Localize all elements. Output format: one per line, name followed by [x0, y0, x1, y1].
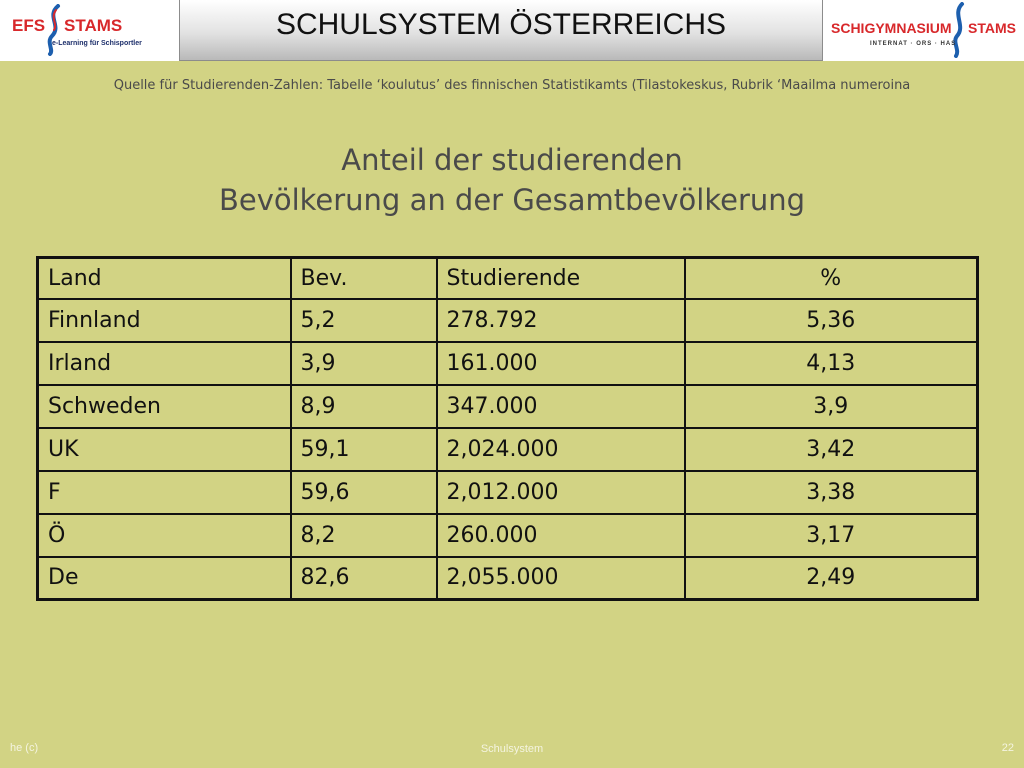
- cell-land: UK: [38, 428, 291, 471]
- table-row: [38, 428, 978, 471]
- cell-percent: 3,17: [685, 514, 978, 557]
- source-note: Quelle für Studierenden-Zahlen: Tabelle ‘koulutus’ des finnischen Statistikamts (Tilastokeskus, Rubrik ‘Maailma numeroina: [113, 78, 911, 93]
- footer-page-number: 22: [1001, 742, 1014, 754]
- cell-bev: 8,9: [291, 385, 437, 428]
- cell-studierende: 260.000: [437, 514, 685, 557]
- cell-studierende: 278.792: [437, 299, 685, 342]
- efs-stams-logo: [0, 0, 180, 61]
- cell-percent: 3,38: [685, 471, 978, 514]
- cell-bev: 59,6: [291, 471, 437, 514]
- cell-land: Irland: [38, 342, 291, 385]
- footer-author: he (c): [10, 742, 39, 754]
- header-land: Land: [38, 258, 291, 299]
- student-share-table: [36, 256, 979, 601]
- header-title: SCHULSYSTEM ÖSTERREICHS: [275, 8, 727, 41]
- table-row: [38, 342, 978, 385]
- cell-percent: 4,13: [685, 342, 978, 385]
- logo-left-tagline: e-Learning für Schisportler: [52, 40, 142, 47]
- swoosh-right-icon: [950, 2, 968, 58]
- slide-title-line1: Anteil der studierenden: [341, 143, 683, 177]
- logo-right-tagline: INTERNAT · ORS · HAS: [870, 41, 957, 47]
- table-header-row: [38, 258, 978, 299]
- header-studierende: Studierende: [437, 258, 685, 299]
- cell-bev: 82,6: [291, 557, 437, 600]
- cell-percent: 2,49: [685, 557, 978, 600]
- table-row: [38, 299, 978, 342]
- header-bev: Bev.: [291, 258, 437, 299]
- swoosh-left-icon: [44, 4, 64, 56]
- table-row: [38, 514, 978, 557]
- slide-header: [0, 0, 1024, 61]
- cell-studierende: 2,024.000: [437, 428, 685, 471]
- cell-percent: 5,36: [685, 299, 978, 342]
- cell-bev: 3,9: [291, 342, 437, 385]
- cell-land: F: [38, 471, 291, 514]
- cell-studierende: 347.000: [437, 385, 685, 428]
- cell-bev: 8,2: [291, 514, 437, 557]
- logo-left-brand2: STAMS: [64, 16, 123, 35]
- logo-left-brand1: EFS: [12, 16, 46, 35]
- cell-land: Finnland: [38, 299, 291, 342]
- cell-bev: 5,2: [291, 299, 437, 342]
- table-row: [38, 471, 978, 514]
- cell-land: Schweden: [38, 385, 291, 428]
- cell-bev: 59,1: [291, 428, 437, 471]
- cell-studierende: 2,012.000: [437, 471, 685, 514]
- cell-percent: 3,42: [685, 428, 978, 471]
- cell-land: De: [38, 557, 291, 600]
- slide-title: [0, 140, 1024, 220]
- cell-studierende: 161.000: [437, 342, 685, 385]
- cell-land: Ö: [38, 514, 291, 557]
- cell-percent: 3,9: [685, 385, 978, 428]
- table-row: [38, 385, 978, 428]
- logo-right-brand1: SCHIGYMNASIUM: [831, 20, 952, 36]
- footer-topic: Schulsystem: [480, 743, 544, 755]
- table-row: [38, 557, 978, 600]
- slide-title-line2: Bevölkerung an der Gesamtbevölkerung: [218, 183, 806, 217]
- header-percent: %: [685, 258, 978, 299]
- logo-right-brand2: STAMS: [968, 20, 1016, 36]
- cell-studierende: 2,055.000: [437, 557, 685, 600]
